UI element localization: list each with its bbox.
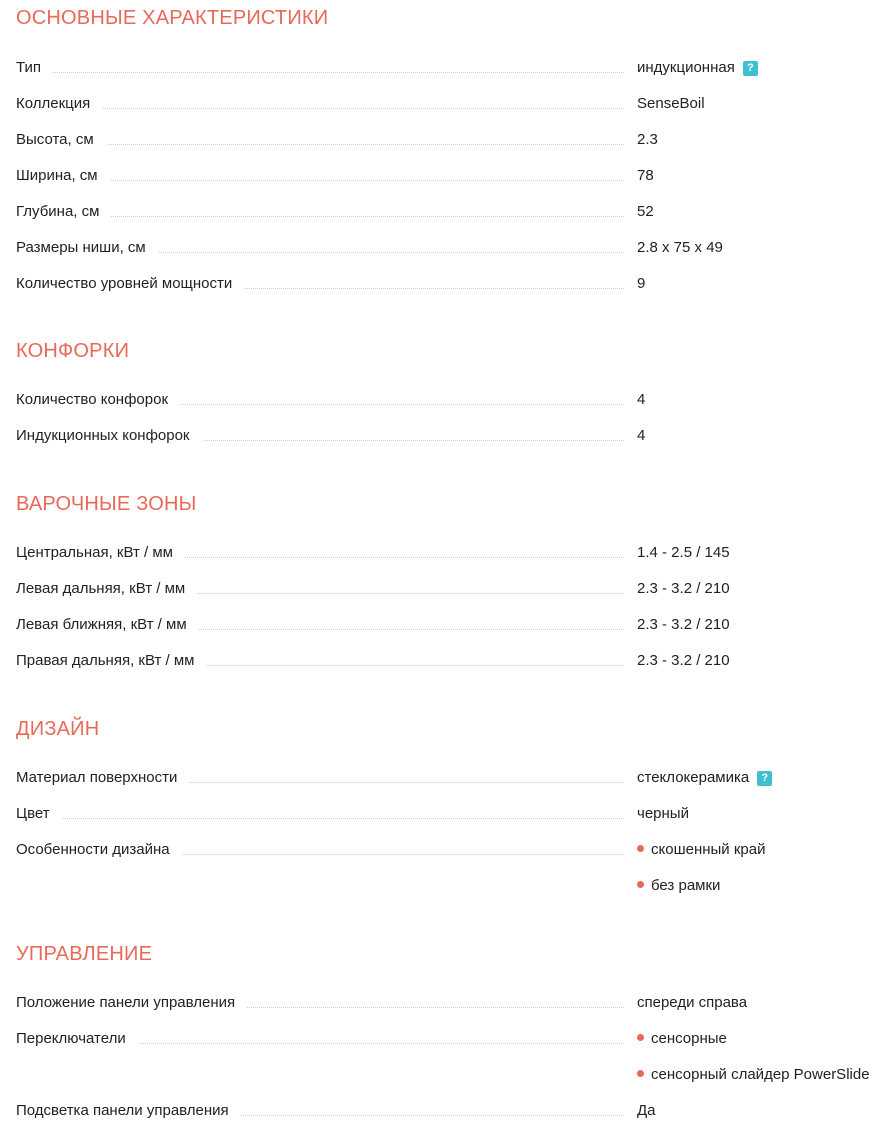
spec-row — [16, 1029, 890, 1065]
spec-row — [16, 543, 890, 579]
spec-value: 2.3 - 3.2 / 210 — [637, 616, 730, 633]
spec-value: Да — [637, 1102, 656, 1119]
spec-value-text: индукционная — [637, 59, 735, 76]
spec-value — [637, 1029, 727, 1049]
section-design — [16, 717, 890, 741]
spec-value — [637, 768, 772, 788]
spec-value: 78 — [637, 167, 654, 184]
section-title: ДИЗАЙН — [16, 718, 100, 740]
section-cooking-zones — [16, 492, 890, 516]
spec-row — [16, 166, 890, 202]
spec-label: Левая ближняя, кВт / мм — [16, 615, 199, 635]
spec-row — [16, 130, 890, 166]
spec-value — [637, 1065, 870, 1085]
dotted-leader — [16, 108, 624, 109]
section-title: ВАРОЧНЫЕ ЗОНЫ — [16, 493, 197, 515]
section-title: ОСНОВНЫЕ ХАРАКТЕРИСТИКИ — [16, 7, 329, 29]
spec-value: 2.3 - 3.2 / 210 — [637, 652, 730, 669]
spec-row — [16, 274, 890, 310]
spec-value: 52 — [637, 203, 654, 220]
spec-row — [16, 238, 890, 274]
section-main-characteristics — [16, 6, 890, 30]
question-icon[interactable]: ? — [743, 61, 758, 76]
spec-label: Тип — [16, 58, 53, 78]
spec-row — [16, 840, 890, 876]
spec-value: 9 — [637, 275, 646, 292]
spec-value — [637, 840, 765, 860]
spec-row — [16, 768, 890, 804]
spec-label: Высота, см — [16, 130, 106, 150]
spec-value: 4 — [637, 427, 646, 444]
bullet-text: сенсорный слайдер PowerSlide — [651, 1066, 870, 1083]
spec-label: Переключатели — [16, 1029, 138, 1049]
spec-row — [16, 58, 890, 94]
spec-label: Глубина, см — [16, 202, 111, 222]
section-controls — [16, 942, 890, 966]
spec-label: Цвет — [16, 804, 62, 824]
bullet-text: без рамки — [651, 877, 721, 894]
spec-value: 4 — [637, 391, 646, 408]
dotted-leader — [16, 818, 624, 819]
spec-value — [637, 876, 720, 896]
spec-row — [16, 426, 890, 462]
spec-value-text: стеклокерамика — [637, 769, 750, 786]
bullet-dot-icon — [637, 881, 644, 888]
spec-label: Ширина, см — [16, 166, 110, 186]
spec-label: Особенности дизайна — [16, 840, 182, 860]
spec-label: Индукционных конфорок — [16, 426, 202, 446]
bullet-text: скошенный край — [651, 841, 766, 858]
spec-label: Коллекция — [16, 94, 102, 114]
question-icon[interactable]: ? — [757, 771, 772, 786]
spec-row — [16, 579, 890, 615]
spec-value: 2.3 — [637, 131, 658, 148]
section-title: КОНФОРКИ — [16, 340, 130, 362]
spec-label: Размеры ниши, см — [16, 238, 158, 258]
spec-row — [16, 804, 890, 840]
spec-row — [16, 993, 890, 1029]
spec-label: Количество уровней мощности — [16, 274, 244, 294]
spec-row — [16, 202, 890, 238]
spec-value: черный — [637, 805, 689, 822]
spec-row — [16, 615, 890, 651]
spec-value: спереди справа — [637, 994, 748, 1011]
spec-label: Подсветка панели управления — [16, 1101, 241, 1121]
spec-label: Материал поверхности — [16, 768, 189, 788]
dotted-leader — [16, 72, 624, 73]
spec-value — [637, 58, 758, 78]
section-title: УПРАВЛЕНИЕ — [16, 943, 153, 965]
dotted-leader — [16, 144, 624, 145]
spec-value: 2.8 x 75 x 49 — [637, 239, 723, 256]
spec-row — [16, 651, 890, 687]
bullet-text: сенсорные — [651, 1030, 727, 1047]
spec-row — [16, 94, 890, 130]
spec-label: Левая дальняя, кВт / мм — [16, 579, 197, 599]
bullet-dot-icon — [637, 1070, 644, 1077]
spec-row — [16, 390, 890, 426]
spec-row-continuation — [16, 876, 890, 912]
spec-value: SenseBoil — [637, 95, 705, 112]
bullet-dot-icon — [637, 845, 644, 852]
spec-label: Положение панели управления — [16, 993, 247, 1013]
spec-label: Правая дальняя, кВт / мм — [16, 651, 207, 671]
spec-label: Количество конфорок — [16, 390, 180, 410]
spec-label: Центральная, кВт / мм — [16, 543, 185, 563]
section-burners — [16, 339, 890, 363]
spec-value: 1.4 - 2.5 / 145 — [637, 544, 730, 561]
bullet-dot-icon — [637, 1034, 644, 1041]
spec-value: 2.3 - 3.2 / 210 — [637, 580, 730, 597]
spec-row-continuation — [16, 1065, 890, 1101]
